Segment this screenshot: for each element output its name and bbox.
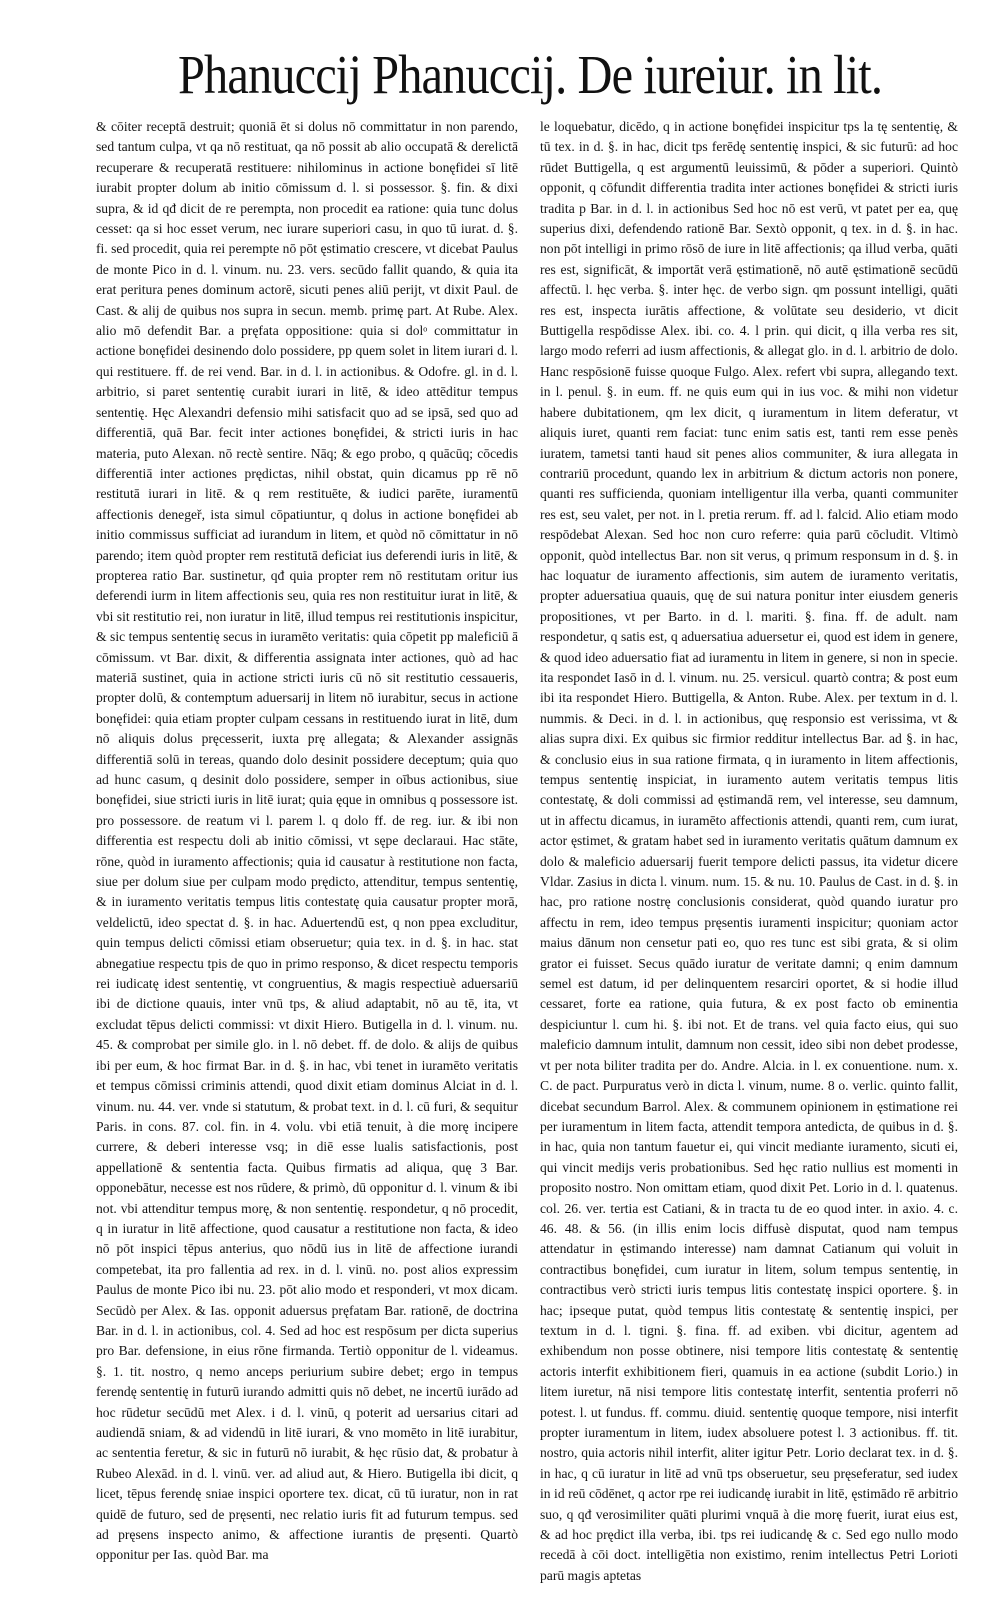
- text-column-left: [96, 117, 518, 1587]
- column-text: & cōiter receptā destruit; quoniā ēt si dolus nō committatur in non parendo, sed tantum culpa, vt qa nō restituat, qa nō possit ab alio occupatā & derelictā recuperare & recuperatā restituere: nihilominus in actione bonęfidei sī litē iurabit propter dolum ab initio cōmissum d. l. si possessor. §. fin. & dixi supra, & id qđ dicit de re perempta, non procedit ea ratione: quia tunc dolus cesset: qa si hoc esset verum, nec iurare superiori casu, in quo tū iurat. d. §. fi. sed procedit, quia rei perempte nō pōt ęstimatio crescere, vt dicebat Paulus de monte Pico in d. l. vinum. nu. 23. vers. secūdo fallit quando, & quia ita erat peritura penes dominum actorē, sicuti penes aliū perijt, vt dixit Paul. de Cast. & alij de quibus nos supra in secun. memb. primę part. At Rube. Alex. alio mō defendit Bar. a pręfata oppositione: quia si dolᵒ committatur in actione bonęfidei desinendo dolo possidere, pp quem solet in litem iurari d. l. qui restituere. ff. de rei vend. Bar. in d. l. in actionibus. & Odofre. gl. in d. l. arbitrio, si paret sententię curabit iurari in litē, & ideo attēditur tempus sententię. Hęc Alexandri defensio mihi satisfacit quo ad se ipsā, sed quo ad differentiā, quā Bar. fecit inter actiones bonęfidei, & stricti iuris in hac materia, puto Alexan. nō rectè sentire. Nāq; & ego probo, q quācūq; cōcedis differentiā inter actiones prędictas, nihil obstat, quin dicamus pp rē nō restitutā iurari in litē. & q rem restituēte, & iudici parēte, iuramentū affectionis denegeř, ista simul cōpatiuntur, q dolus in actione bonęfidei ab initio commissus sufficiat ad iurandum in litem, et quòd nō cōmittatur in nō parendo; item quòd propter rem restitutā deficiat ius deferendi iuris in litē, & propterea ratio Bar. sustinetur, qđ quia propter rem nō restitutam oritur ius deferendi iurm in litem affectionis seu, quia res non restituitur iurat in litē, & vbi sit restitutio rei, non iuratur in litē, illud tempus rei restitutionis inspicitur, & sic tempus sententię secus in iuramēto veritatis: quia cōpetit pp maleficiū ā cōmissum. vt Bar. dixit, & differentia assignata inter actiones, quò ad hac materiā sustinet, quia in actione stricti iuris cū nō sit restitutio cessaueris, propter dolū, & contemptum aduersarij in litem nō iurabitur, secus in actione bonęfidei: quia etiam propter culpam cessans in restituendo iurat in litē, dum nō aliquis dolus pręcesserit, iuxta prę allegata; & Alexander assignās differentiā solū in tereas, quando dolo desinit possidere deceptum; quia quo ad hunc casum, q desinit dolo possidere, semper in oībus actionibus, siue bonęfidei, siue stricti iuris in litē iurat; quia ęque in omnibus q possessore ist. pro possessore. de reatum vi l. parem l. q dolo ff. de reg. iur. & ibi non differentia est respectu doli ab initio cōmissi, vt sępe declaraui. Hac stāte, rōne, quòd in iuramento affectionis; quia id causatur à restitutione non facta, siue per dolum siue per culpam modo prędicto, attenditur, tempus sententię, & in iuramento veritatis tempus litis contestatę quia causatur propter morā, veldelictū, ideo spectat d. §. in hac. Aduertendū est, q non ppea excluditur, quin tempus delicti cōmissi etiam obseruetur; quia tex. in d. §. in hac. stat abnegatiue respectu tpis de quo in primo responso, & dicet respectu temporis rei iudicatę idest sententię, vt congruentius, & magis respectiuè aduersariū ibi de dictione quauis, inter vnū tps, & aliud adaptabit, nō au tē, ita, vt excludat tēpus delicti commissi: vt dixit Hiero. Butigella in d. l. vinum. nu. 45. & comprobat per simile glo. in l. nō debet. ff. de dolo. & alijs de quibus ibi per eum, & hoc firmat Bar. in d. §. in hac, vbi tenet in iuramēto veritatis et tempus cōmissi criminis attendi, quod dixit etiam dominus Alciat in d. l. vinum. nu. 44. ver. vnde si statutum, & probat text. in d. l. cū furi, & sequitur Paris. in cons. 87. col. fin. in 4. volu. vbi etiā tenuit, à die morę incipere currere, & deberi interesse vsq; in diē esse lualis satisfactionis, post appellationē & sententia facta. Quibus firmatis ad aliqua, quę 3 Bar. opponebātur, necesse est nos rūdere, & primò, dū opponitur d. l. vinum & ibi not. vbi attenditur tempus morę, & non sententię. respondetur, q nō procedit, q in iuratur in litē affectione, quod causatur a restitutione non facta, & ideo nō pōt inspici tēpus anterius, quo nōdū ius in litē de affectione iurandi competebat, ita pro fallentia ad rex. in d. l. vinū. no. post alios expressim Paulus de monte Pico ibi nu. 23. pōt alio modo et responderi, vt mox dicam. Secūdò per Alex. & Ias. opponit aduersus pręfatam Bar. rationē, de doctrina Bar. in d. l. in actionibus, col. 4. Sed ad hoc est respōsum per dicta superius pro Bar. defensione, in eius rōne firmanda. Tertiò opponitur de l. videamus. §. 1. tit. nostro, q nemo anceps periurium subire debet; ergo in tempus ferendę sententię in futurū iurando admitti quis nō debet, ne incertū iurādo ad hoc rūdetur secūdū met Alex. i d. l. vinū, q poterit ad uersarius citari ad audiendā sniam, & ad videndū in litē iurari, & vno momēto in litē iurabitur, ac sententia feretur, & sic in futurū nō iurabit, & hęc rūsio dat, & probatur à Rubeo Alexād. in d. l. vinū. ver. ad aliud aut, & Hiero. Butigella ibi dicit, q licet, tēpus ferendę sniae inspici oportere tex. dicat, cū tū iuratur, non in rat quidē de futuro, sed de pręsenti, nec relatio iuris fit ad futurum tempus. sed ad pręsens inspecto animo, & affectione iurantis de pręsenti. Quartò opponitur per Ias. quòd Bar. ma: [96, 119, 518, 1563]
- text-column-right: [540, 117, 958, 1587]
- column-text: le loquebatur, dicēdo, q in actione bonęfidei inspicitur tps la tę sententię, & tū tex. in d. §. in hac, dicit tps ferēdę sententię inspici, & sic futurū: ad hoc rūdet Buttigella, q est argumentū leuissimū, & pōder a superiori. Quintò opponit, q cōfundit differentia tradita inter actiones bonęfidei & stricti iuris tradita p Bar. in d. l. in actionibus Sed hoc nō est verū, vt patet per ea, quę superius dixi, defendendo rationē Bar. Sextò opponit, q tex. in d. §. in hac. non pōt intelligi in primo rōsō de iure in litē affectionis; qa illud verba, quāti res est, significāt, & importāt verā ęstimationē, nō autē ęstimationē secūdū affectū. l. hęc verba. §. inter hęc. de verbo sign. qm possunt intelligi, quāti res est, inspecta iurātis affectione, & volūtate seu desiderio, vt dicit Buttigella respōdisse Alex. ibi. co. 4. l prin. qui dicit, q illa verba res sit, largo modo referri ad iusm affectionis, & allegat glo. in d. l. arbitrio de dolo. Hanc respōsionē fuisse quoque Fulgo. Alex. refert vbi supra, allegando text. in l. penul. §. in eum. ff. ne quis eum qui in ius voc. & mihi non videtur habere dubitationem, qm lex dicit, q iuramentum in litem deferatur, vt aliquis iuret, quanti rem faciat: tunc enim satis est, tanti rem esse penès iuratem, tametsi tanti haud sit penes alios communiter, & iura allegata in contrariū procedunt, quando lex in arbitrium & dictum actoris non ponere, quanti res sufficienda, quoniam intelligentur illa verba, quanti communiter res est, seu valet, per not. in l. pretia rerum. ff. ad l. falcid. Alio etiam modo respōdebat Alexan. Sed hoc non curo referre: quia parū cōcludit. Vltimò opponit, quòd intellectus Bar. non sit verus, q primum responsum in d. §. in hac loquatur de iuramento affectionis, sim autem de iuramento veritatis, propter aduersatiua quauis, quę de sui natura ponitur inter eiusdem generis propositiones, vt per Barto. in d. l. mariti. §. fina. ff. de adult. nam respondetur, q satis est, q aduersatiua aduersetur ei, quod est idem in genere, & quod ideo aduersatio fiat ad iuramentu in litem in genere, si non in specie. ita respondet Iasō in d. l. vinum. nu. 25. versicul. quartò contra; & post eum ibi ita respondet Hiero. Buttigella, & Anton. Rube. Alex. per textum in d. l. nummis. & Deci. in d. l. in actionibus, quę responsio est verissima, vt & alias supra dixi. Ex quibus sic firmior redditur intellectus Bar. ad §. in hac, & conclusio eius in sua ratione firmata, q in iuramento in litem affectionis, tempus sententię inspiciat, in iuramento autem veritatis tempus litis contestatę, & doli commissi ad ęstimandā rem, vel interesse, seu damnum, ut in affectu dicamus, in iuramēto affectionis attendi, quanti rem, cum iurat, actor ęstimet, & gratam habet sed in iuramento veritatis quātum damnum ex dolo & maleficio aduersarij fuerit tempore delicti passus, ita videtur dicere Vldar. Zasius in dicta l. vinum. num. 15. & nu. 10. Paulus de Cast. in d. §. in hac, pro ratione nostrę conclusionis considerat, quòd quando iuratur pro affectu in rem, ideo tempus pręsentis iuramenti inspicitur; quoniam actor maius dānum non censetur pati eo, quo res tunc est sibi grata, & si olim grator ei fuisset. Secus quādo iuratur de veritate damni; q enim damnum semel est datum, id per delinquentem resarciri oportet, & si hodie illud cessaret, forte ea ratione, quia futura, & ex post facto ob eminentia despiciuntur l. cum hi. §. ibi not. Et de trans. vel quia facto eius, qui suo maleficio damnum intulit, damnum non cessit, ideo sibi non debet prodesse, vt per nota biliter tradita per do. Andre. Alcia. in l. ex conuentione. num. x. C. de pact. Purpuratus verò in dicta l. vinum, nume. 8 o. verlic. quinto fallit, dicebat secundum Barrol. Alex. & communem opinionem in ęstimatione rei per iuramentum in litem facta, attendit tempora antedicta, de quibus in d. §. in hac, quia non tantum fauetur ei, qui vincit mediante iuramento, sicuti ei, qui vincit medijs veris probationibus. Sed hęc ratio nullius est momenti in proposito nostro. Non omittam etiam, quod dixit Pet. Lorio in d. l. quatenus. col. 26. ver. tertia est Catiani, & in tracta tu de eo quod inter. in axio. 4. c. 46. 48. & 56. (in illis enim locis diffusè disputat, quod nam tempus attendatur in ęstimando interesse) nam damnat Catianum qui voluit in contractibus bonęfidei, cum iuratur in litem, solum tempus sententię, in contractibus verò stricti iuris tempus litis contestatę inspici oportere. §. in hac; ipseque putat, quòd tempus litis contestatę & sententię inspici, per textum in d. l. tigni. §. fina. ff. ad exiben. vbi dicitur, agentem ad exhibendum non posse obtinere, nisi tempore litis contestatę & sententię actoris interfit exhibitionem fieri, quamuis in ea actione (subdit Lorio.) in litem iuretur, nā nisi tempore litis contestatę interfit, sententia proferri nō potest. l. ut fundus. ff. commu. diuid. sententię quoque tempore, nisi interfit propter iuramentum in litem, iudex absoluere potest l. 3 actionibus. ff. tit. nostro, quia actoris nihil interfit, aliter igitur Petr. Lorio declarat tex. in d. §. in hac, q cū iuratur in litē ad vnū tps obseruetur, seu pręseferatur, sed iudex in id reū cōdēnet, q actor rpe rei iudicandę iurabit in litē, ęstimādo rē arbitrio suo, q qđ verosimiliter quāti plurimi vnquā à die morę fuerit, iurat eius est, & ad hoc prędict illa verba, ibi. tps rei iudicandę & c. Sed ego nullo modo recedā à cōi doct. intelligētia non existimo, renim intellectus Petri Lorioti parū magis aptetas: [540, 119, 958, 1583]
- running-title: Phanuccij Phanuccij. De iureiur. in lit.: [178, 44, 883, 105]
- page-header: [0, 0, 1000, 112]
